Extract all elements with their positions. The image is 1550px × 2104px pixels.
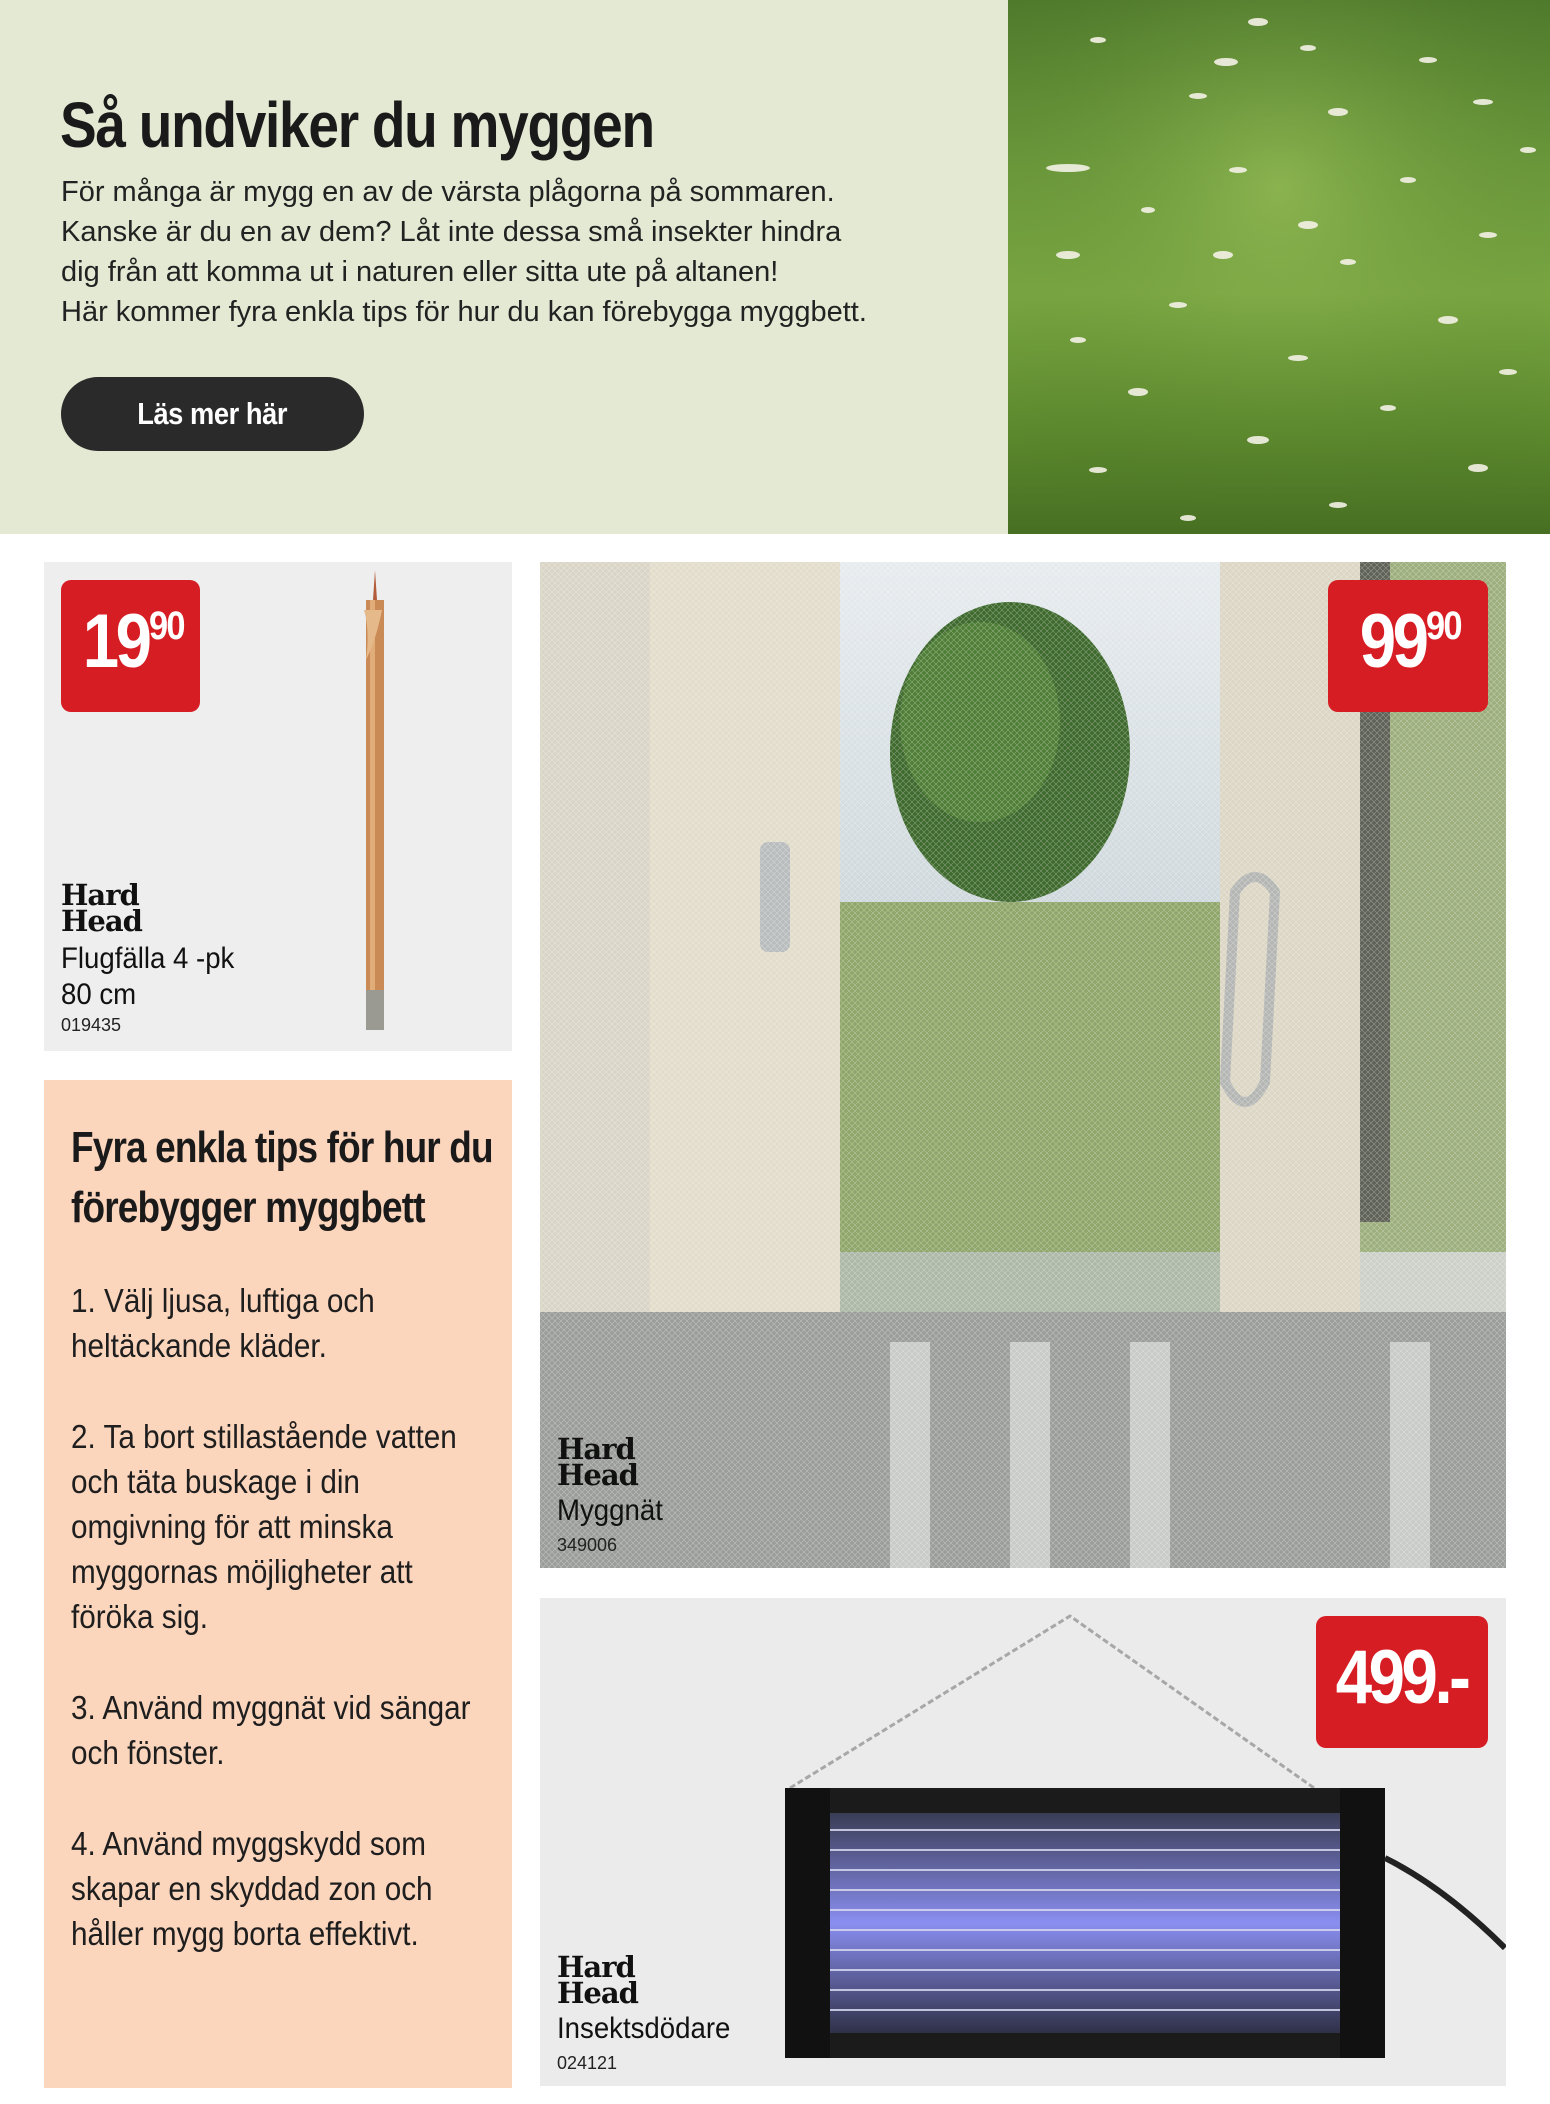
- product-name: [61, 941, 249, 1013]
- brand-logo-line: Hard: [557, 1950, 635, 1984]
- price-main: 19: [82, 599, 149, 684]
- fly-trap-product-image: [348, 570, 408, 1040]
- product-name-line: Insektsdödare: [557, 2012, 731, 2045]
- price-cents: 90: [148, 604, 184, 648]
- hero-text-line: Här kommer fyra enkla tips för hur du kan förebygga myggbett.: [61, 296, 867, 328]
- article-number: 024121: [557, 2053, 618, 2073]
- hero-title: Så undviker du myggen: [60, 89, 654, 161]
- price-badge: [1328, 580, 1488, 712]
- hero-text: [61, 172, 961, 332]
- mosquito-swarm-illustration: [1008, 0, 1550, 534]
- tip-text: 3. Använd myggnät vid sängar och fönster.: [71, 1689, 471, 1771]
- brand-logo-line: Head: [557, 1976, 638, 2010]
- brand-logo: [557, 1432, 638, 1492]
- hero-text-line: dig från att komma ut i naturen eller sitta ute på altanen!: [61, 256, 779, 288]
- product-name: [557, 1493, 672, 1529]
- price-main: 499.-: [1336, 1635, 1468, 1720]
- tip-text: 2. Ta bort stillastående vatten och täta buskage i din omgivning för att minska myggornas möjligheter att föröka sig.: [71, 1418, 457, 1635]
- product-name: [557, 2011, 745, 2047]
- price-badge: [61, 580, 200, 712]
- hero-text-line: Kanske är du en av dem? Låt inte dessa små insekter hindra: [61, 216, 842, 248]
- price-main: 99: [1360, 599, 1427, 684]
- brand-logo: [557, 1950, 638, 2010]
- product-card-flugfalla[interactable]: [44, 562, 512, 1051]
- tip-item: [71, 1278, 491, 1368]
- tips-title: Fyra enkla tips för hur du förebygger myggbett: [71, 1123, 493, 1232]
- tips-box: [44, 1080, 512, 2088]
- hero-banner: [0, 0, 1008, 534]
- product-name-line: Flugfälla 4 -pk: [61, 942, 235, 975]
- tip-item: [71, 1821, 491, 1956]
- product-card-myggnat[interactable]: [540, 562, 1506, 1568]
- tip-item: [71, 1685, 491, 1775]
- tip-text: 4. Använd myggskydd som skapar en skyddad zon och håller mygg borta effektivt.: [71, 1825, 433, 1952]
- hero-text-line: För många är mygg en av de värsta plågorna på sommaren.: [61, 176, 835, 208]
- brand-logo-line: Hard: [557, 1432, 635, 1466]
- article-number: 349006: [557, 1535, 618, 1555]
- read-more-label: Läs mer här: [137, 396, 288, 431]
- product-name-line: 80 cm: [61, 978, 137, 1011]
- tip-text: 1. Välj ljusa, luftiga och heltäckande kläder.: [71, 1282, 375, 1364]
- price-cents: 90: [1426, 604, 1461, 648]
- read-more-button[interactable]: [61, 377, 364, 451]
- brand-logo: [61, 878, 142, 938]
- brand-logo-line: Hard: [61, 878, 139, 912]
- window-net-product-image: [540, 562, 1506, 1568]
- tips-list: [71, 1278, 491, 2002]
- article-number: 019435: [61, 1015, 122, 1035]
- price-badge: [1316, 1616, 1488, 1748]
- tip-item: [71, 1414, 491, 1639]
- mosquito-swarm-photo: [1008, 0, 1550, 534]
- product-card-insektsdodare[interactable]: [540, 1598, 1506, 2086]
- brand-logo-line: Head: [557, 1458, 638, 1492]
- brand-logo-line: Head: [61, 904, 142, 938]
- product-name-line: Myggnät: [557, 1494, 663, 1527]
